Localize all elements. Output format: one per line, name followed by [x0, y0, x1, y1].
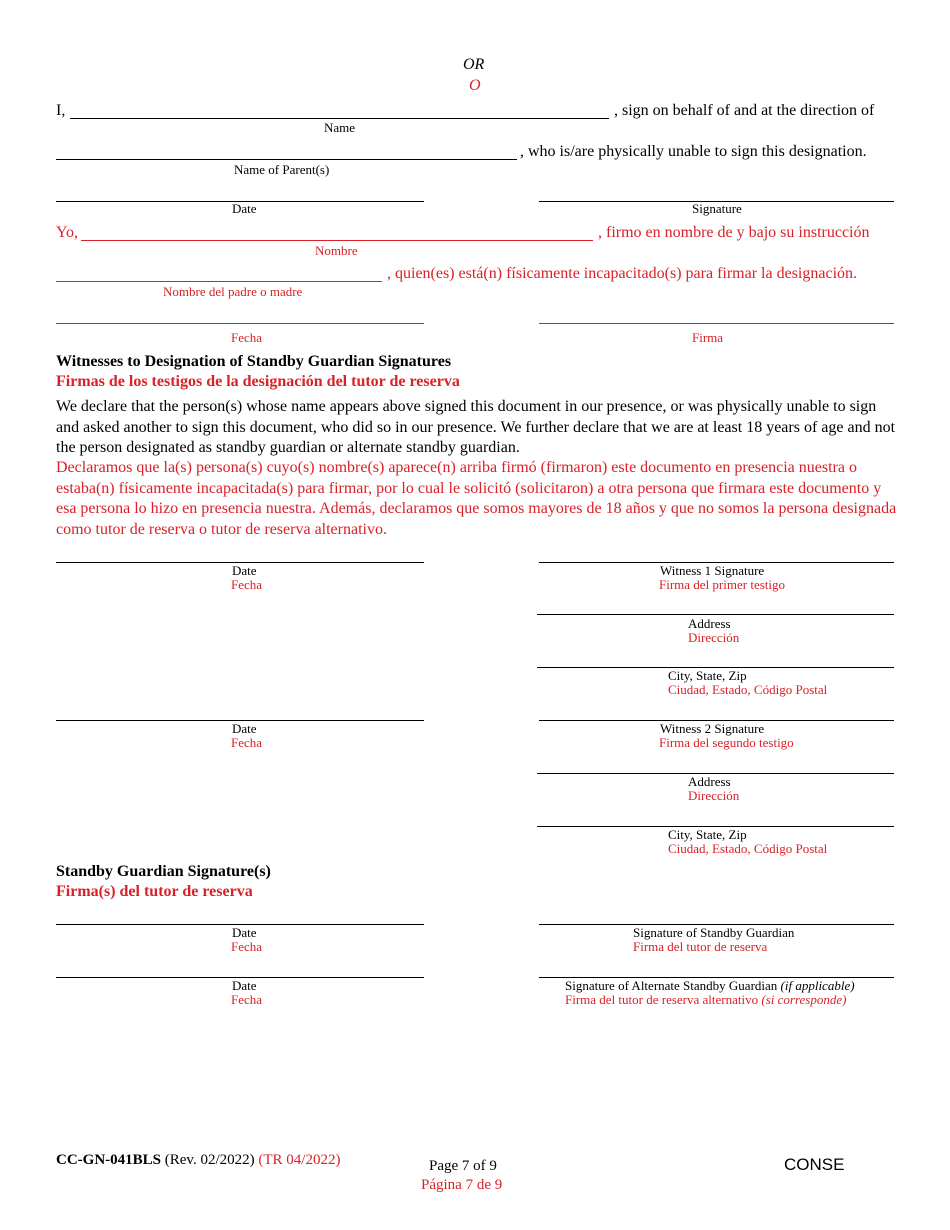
incapacitado-text: , quien(es) está(n) físicamente incapacitado(s) para firmar la designación.: [387, 265, 858, 282]
firma-field-line[interactable]: [539, 323, 894, 324]
witness1-firma-label: Firma del primer testigo: [659, 577, 786, 592]
nombre-field-line[interactable]: [81, 240, 593, 241]
nombre-label: Nombre: [315, 243, 358, 258]
witness2-ciudad-label: Ciudad, Estado, Código Postal: [668, 841, 828, 856]
padre-label: Nombre del padre o madre: [163, 284, 303, 299]
unable-to-sign-text: , who is/are physically unable to sign this designation.: [520, 143, 867, 160]
i-prefix: I,: [56, 102, 66, 119]
date-label: Date: [232, 201, 257, 216]
witness1-signature-label: Witness 1 Signature: [660, 563, 765, 578]
witnesses-heading: Witnesses to Designation of Standby Guardian Signatures: [56, 353, 452, 370]
firma-label: Firma: [692, 330, 724, 345]
page-number-es: Página 7 de 9: [421, 1177, 503, 1193]
signature-label: Signature: [692, 201, 742, 216]
parent-name-label: Name of Parent(s): [234, 162, 330, 177]
witness2-direccion-label: Dirección: [688, 788, 740, 803]
standby-heading: Standby Guardian Signature(s): [56, 863, 271, 880]
witness-declaration-es: Declaramos que la(s) persona(s) cuyo(s) nombre(s) aparece(n) arriba firmó (firmaron) este documento en presencia nuestra o estaba(n) físicamente incapacitada(s) para firmar, por lo cual le solicitó (solicitaron) a otra persona que firmara este documento y esa persona lo hizo en presencia nuestra. Además, declaramos que somos mayores de 18 años y que no somos la persona designada como tutor de reserva o tutor de reserva alternativo.: [56, 459, 897, 538]
sign-behalf-text: , sign on behalf of and at the direction of: [614, 102, 875, 119]
name-label: Name: [324, 120, 356, 135]
standby-fecha-label: Fecha: [231, 939, 263, 954]
form-revision: (Rev. 02/2022): [164, 1152, 255, 1168]
witness2-fecha-label: Fecha: [231, 735, 263, 750]
witness1-address-line[interactable]: [537, 614, 894, 615]
yo-prefix: Yo,: [56, 224, 78, 241]
parent-name-field-line[interactable]: [56, 159, 517, 160]
firmo-text: , firmo en nombre de y bajo su instrucción: [598, 224, 870, 241]
witness-declaration: We declare that the person(s) whose name appears above signed this document in our presence, or was physically unable to sign and asked another to sign this document, who did so in our presence. We further declare that we are at least 18 years of age and not the person designated as standby guardian or alternate standby guardian.: [56, 398, 896, 457]
or-label: OR: [463, 56, 485, 73]
standby-heading-es: Firma(s) del tutor de reserva: [56, 883, 253, 900]
witness1-fecha-label: Fecha: [231, 577, 263, 592]
page-number: Page 7 of 9: [429, 1158, 497, 1174]
witness2-city-label: City, State, Zip: [668, 827, 747, 842]
witness1-date-label: Date: [232, 563, 257, 578]
witness1-ciudad-label: Ciudad, Estado, Código Postal: [668, 682, 828, 697]
alt-standby-date-label: Date: [232, 978, 257, 993]
form-short-title: CONSE: [784, 1155, 845, 1174]
si-corresponde-note: (si corresponde): [761, 992, 847, 1007]
standby-signature-label: Signature of Standby Guardian: [633, 925, 795, 940]
witness2-address-label: Address: [688, 774, 731, 789]
alt-standby-fecha-label: Fecha: [231, 992, 263, 1007]
name-field-line[interactable]: [70, 118, 609, 119]
witness2-signature-label: Witness 2 Signature: [660, 721, 765, 736]
witness2-date-label: Date: [232, 721, 257, 736]
witness1-direccion-label: Dirección: [688, 630, 740, 645]
translation-revision: (TR 04/2022): [258, 1152, 341, 1168]
witness2-firma-label: Firma del segundo testigo: [659, 735, 794, 750]
standby-firma-label: Firma del tutor de reserva: [633, 939, 768, 954]
witness1-address-label: Address: [688, 616, 731, 631]
fecha-field-line[interactable]: [56, 323, 424, 324]
standby-date-label: Date: [232, 925, 257, 940]
or-label-es: O: [469, 77, 481, 94]
alt-standby-signature-text: Signature of Alternate Standby Guardian: [565, 978, 778, 993]
if-applicable-note: (if applicable): [780, 978, 855, 993]
witnesses-heading-es: Firmas de los testigos de la designación del tutor de reserva: [56, 373, 460, 390]
fecha-label: Fecha: [231, 330, 263, 345]
alt-standby-firma-text: Firma del tutor de reserva alternativo: [565, 992, 759, 1007]
witness1-city-label: City, State, Zip: [668, 668, 747, 683]
alt-standby-firma-label: [565, 992, 846, 1008]
padre-name-field-line[interactable]: [56, 281, 382, 282]
form-id-line: [56, 1152, 340, 1169]
form-id: CC-GN-041BLS: [56, 1152, 162, 1168]
